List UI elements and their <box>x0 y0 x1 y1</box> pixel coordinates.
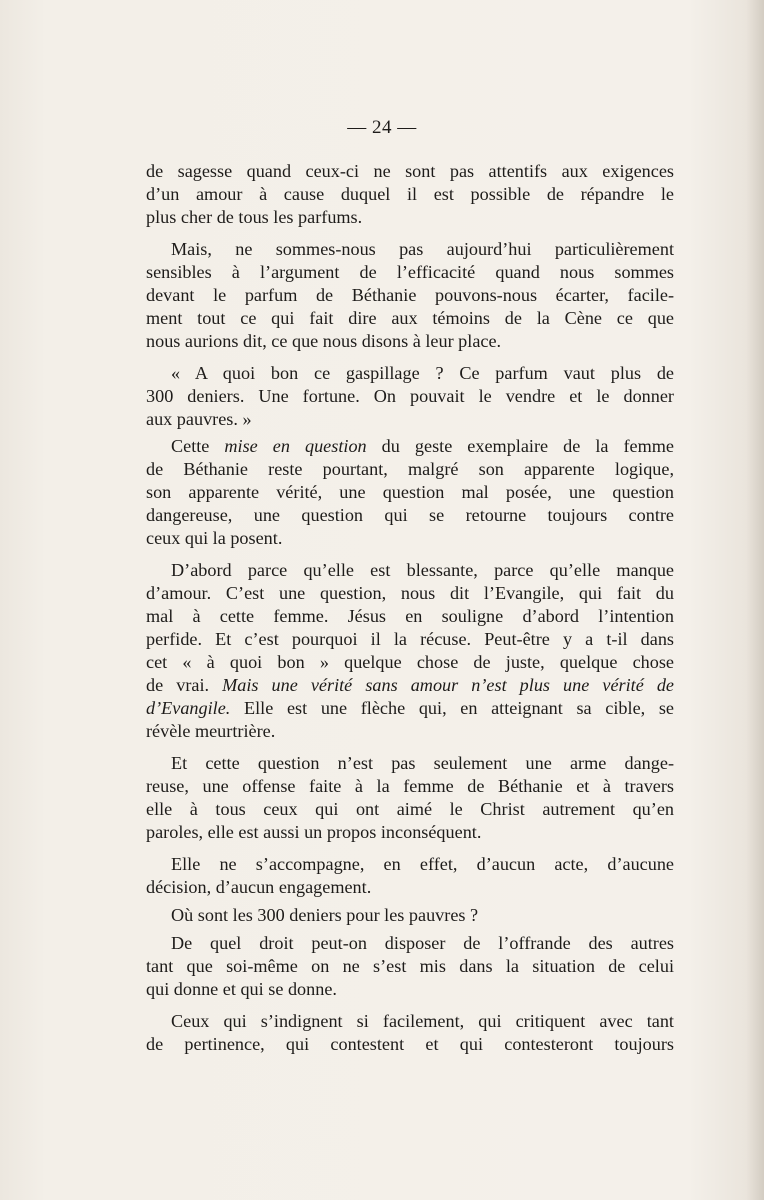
paragraph-5 <box>146 559 674 743</box>
text-line: qui donne et qui se donne. <box>146 979 337 999</box>
text-line: de pertinence, qui contestent et qui contesteront toujours <box>146 1034 674 1054</box>
text-line: d’un amour à cause duquel il est possible de répandre le <box>146 184 674 204</box>
text-line <box>146 674 674 697</box>
text-line: « A quoi bon ce gaspillage ? Ce parfum vaut plus de <box>171 363 674 383</box>
paragraph-4 <box>146 435 674 550</box>
paragraph-2 <box>146 238 674 353</box>
text-line: d’amour. C’est une question, nous dit l’Evangile, qui fait du <box>146 583 674 603</box>
page-fold-shadow <box>746 0 764 1200</box>
text-line: Elle ne s’accompagne, en effet, d’aucun acte, d’aucune <box>171 854 674 874</box>
text-line: ceux qui la posent. <box>146 528 283 548</box>
text-line: Où sont les 300 deniers pour les pauvres ? <box>171 905 479 925</box>
text-line: D’abord parce qu’elle est blessante, parce qu’elle manque <box>171 560 674 580</box>
body-text <box>146 160 674 1065</box>
italic-phrase: d’Evangile. <box>146 698 231 718</box>
text-run: du geste exemplaire de la femme <box>366 436 674 456</box>
italic-phrase: Mais une vérité sans amour n’est plus une vérité de <box>222 675 674 695</box>
text-line: perfide. Et c’est pourquoi il la récuse. Peut-être y a t-il dans <box>146 629 674 649</box>
page-number: — 24 — <box>347 117 417 138</box>
paragraph-quote <box>146 362 674 431</box>
text-line: aux pauvres. » <box>146 409 252 429</box>
text-line: reuse, une offense faite à la femme de Béthanie et à travers <box>146 776 674 796</box>
text-line: cet « à quoi bon » quelque chose de juste, quelque chose <box>146 652 674 672</box>
text-line: de sagesse quand ceux-ci ne sont pas attentifs aux exigences <box>146 161 674 181</box>
paragraph-1 <box>146 160 674 229</box>
text-line <box>146 697 674 720</box>
text-run: Cette <box>171 436 225 456</box>
paragraph-10 <box>146 1010 674 1056</box>
italic-phrase: mise en question <box>224 436 367 456</box>
text-line: plus cher de tous les parfums. <box>146 207 363 227</box>
text-line <box>146 435 674 458</box>
text-line: paroles, elle est aussi un propos inconséquent. <box>146 822 482 842</box>
text-line: mal à cette femme. Jésus en souligne d’abord l’intention <box>146 606 674 626</box>
text-line: devant le parfum de Béthanie pouvons-nous écarter, facile- <box>146 285 674 305</box>
text-line: tant que soi-même on ne s’est mis dans la situation de celui <box>146 956 674 976</box>
text-line: nous aurions dit, ce que nous disons à leur place. <box>146 331 502 351</box>
paragraph-7 <box>146 853 674 899</box>
text-line: son apparente vérité, une question mal posée, une question <box>146 482 674 502</box>
text-line: elle à tous ceux qui ont aimé le Christ autrement qu’en <box>146 799 674 819</box>
text-line: Et cette question n’est pas seulement une arme dange- <box>171 753 674 773</box>
text-line: 300 deniers. Une fortune. On pouvait le vendre et le donner <box>146 386 674 406</box>
text-line: De quel droit peut-on disposer de l’offrande des autres <box>171 933 674 953</box>
text-line: Ceux qui s’indignent si facilement, qui critiquent avec tant <box>171 1011 674 1031</box>
text-line: décision, d’aucun engagement. <box>146 877 372 897</box>
text-line: Mais, ne sommes-nous pas aujourd’hui particulièrement <box>171 239 674 259</box>
text-run: Elle est une flèche qui, en atteignant sa cible, se <box>230 698 674 718</box>
text-run: de vrai. <box>146 675 223 695</box>
text-line: dangereuse, une question qui se retourne toujours contre <box>146 505 674 525</box>
text-line: de Béthanie reste pourtant, malgré son apparente logique, <box>146 459 674 479</box>
paragraph-9 <box>146 932 674 1001</box>
paragraph-8 <box>146 904 674 927</box>
text-line: ment tout ce qui fait dire aux témoins de la Cène ce que <box>146 308 674 328</box>
text-line: sensibles à l’argument de l’efficacité quand nous sommes <box>146 262 674 282</box>
text-line: révèle meurtrière. <box>146 721 276 741</box>
paragraph-6 <box>146 752 674 844</box>
